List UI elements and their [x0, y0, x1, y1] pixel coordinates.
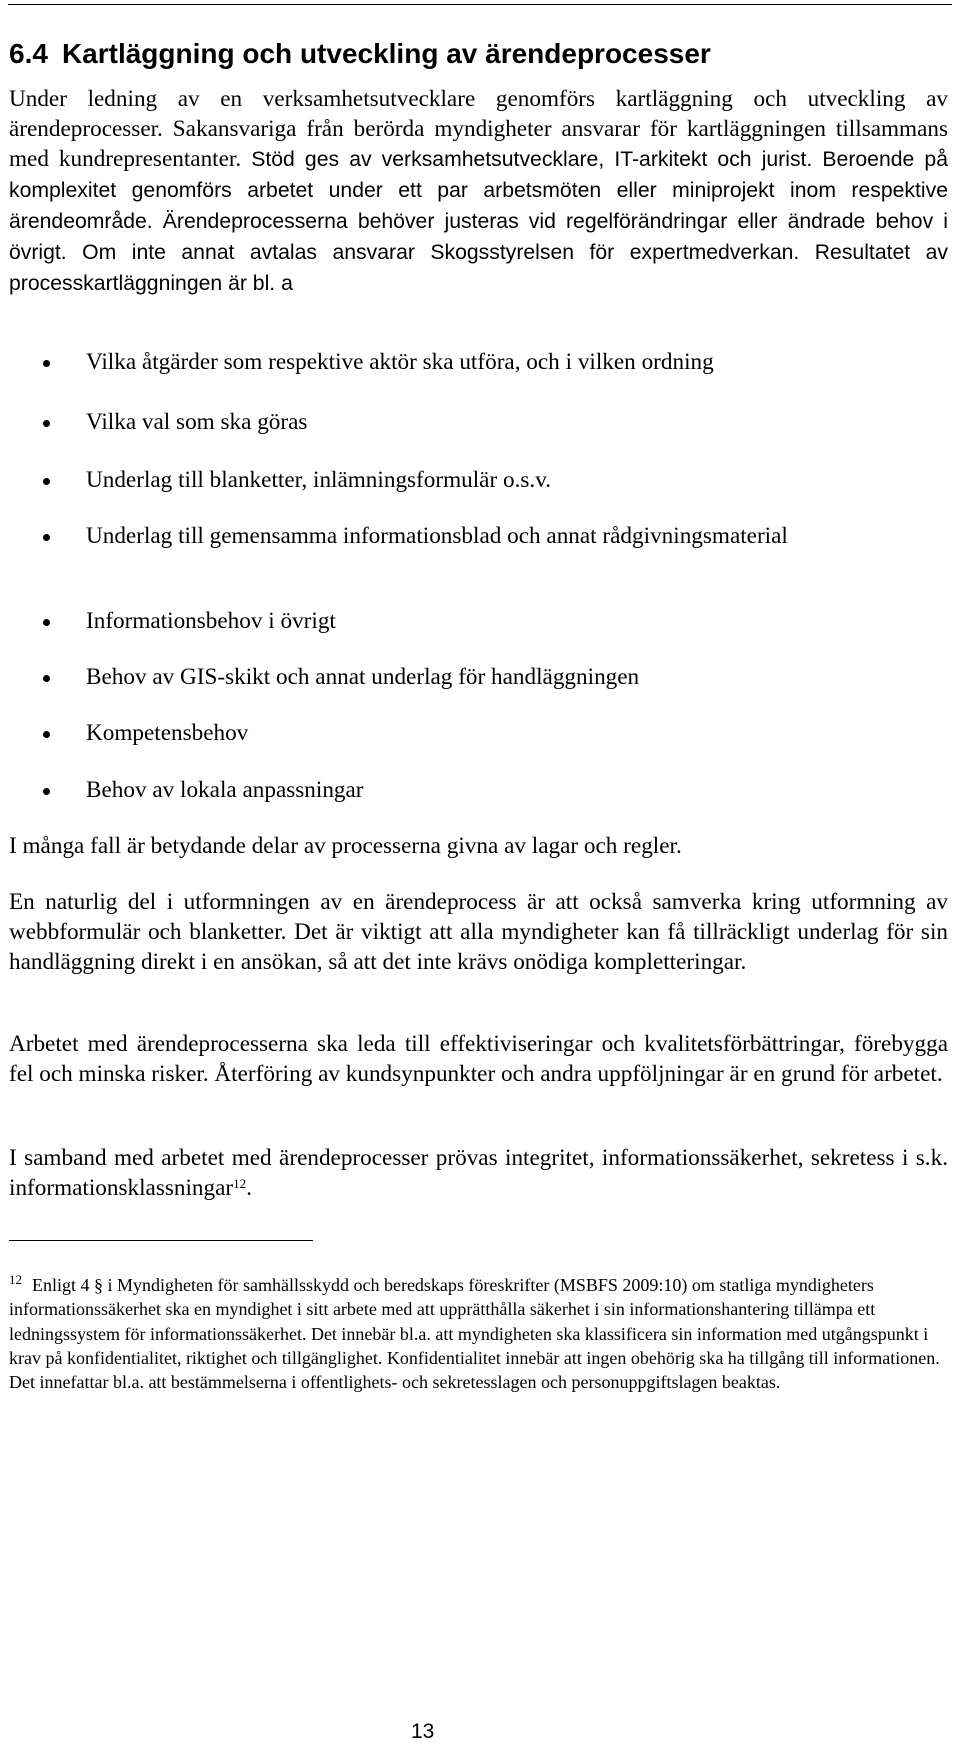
body-paragraph [9, 1143, 948, 1203]
intro-text-sans: Stöd ges av verksamhetsutvecklare, IT-arkitekt och jurist. Beroende på komplexitet genomförs arbetet under ett par arbetsmöten eller miniprojekt inom respektive ärendeområde. Ärendeprocesserna behöver justeras vid regelförändringar eller ändrade behov i övrigt. Om inte annat avtalas ansvarar Skogsstyrelsen för expertmedverkan. Resultatet av processkartläggningen är bl. a [9, 148, 948, 295]
paragraph-end: . [246, 1175, 252, 1201]
section-title: Kartläggning och utveckling av ärendeprocesser [61, 38, 711, 69]
footnote-text: Enligt 4 § i Myndigheten för samhällsskydd och beredskaps föreskrifter (MSBFS 2009:10) om statliga myndigheters informationssäkerhet ska en myndighet i sitt arbete med att upprätthålla säkerhet i sin informationshantering tillämpa ett ledningssystem för informationssäkerhet. Det innebär bl.a. att myndigheten ska klassificera sin information med utgångspunkt i krav på konfidentialitet, riktighet och tillgänglighet. Konfidentialitet innebär att ingen obehörig ska ha tillgång till informationen. Det innefattar bl.a. att bestämmelserna i offentlighets- och sekretesslagen och personuppgiftslagen beaktas. [9, 1275, 940, 1393]
bullet-icon [43, 360, 50, 367]
body-paragraph: En naturlig del i utformningen av en ärendeprocess är att också samverka kring utformning av webbformulär och blanketter. Det är viktigt att alla myndigheter kan få tillräckligt underlag för sin handläggning direkt i en ansökan, så att det inte krävs onödiga kompletteringar. [9, 889, 948, 975]
intro-text-serif: Under ledning av en verksamhetsutvecklare genomförs kartläggning och utveckling av ärendeprocesser. Sakansvariga från berörda myndigheter ansvarar för kartläggningen tillsammans med kundrepresentanter. [9, 86, 948, 172]
list-item-text: Behov av GIS-skikt och annat underlag för handläggningen [86, 664, 640, 690]
list-item-text: Informationsbehov i övrigt [86, 608, 336, 634]
paragraph-text: I samband med arbetet med ärendeprocesser prövas integritet, informationssäkerhet, sekretess i s.k. informationsklassningar [9, 1145, 948, 1201]
page-number: 13 [411, 1720, 435, 1743]
body-paragraph: I många fall är betydande delar av processerna givna av lagar och regler. [9, 833, 682, 859]
bullet-icon [43, 619, 50, 626]
bullet-icon [43, 675, 50, 682]
header-rule [8, 4, 952, 5]
list-item-text: Underlag till gemensamma informationsblad och annat rådgivningsmaterial [86, 523, 788, 549]
list-item-text: Behov av lokala anpassningar [86, 777, 364, 803]
footnote-mark: 12 [9, 1271, 22, 1287]
body-paragraph: Arbetet med ärendeprocesserna ska leda till effektiviseringar och kvalitetsförbättringar, förebygga fel och minska risker. Återföring av kundsynpunkter och andra uppföljningar är en grund för arbetet. [9, 1031, 948, 1087]
intro-paragraph [9, 84, 948, 299]
list-item-text: Underlag till blanketter, inlämningsformulär o.s.v. [86, 467, 552, 493]
footnote-separator [9, 1240, 313, 1241]
list-item-text: Kompetensbehov [86, 720, 249, 746]
bullet-icon [43, 788, 50, 795]
bullet-icon [43, 478, 50, 485]
section-number: 6.4 [9, 38, 48, 69]
list-item-text: Vilka åtgärder som respektive aktör ska utföra, och i vilken ordning [86, 349, 714, 375]
bullet-icon [43, 534, 50, 541]
bullet-icon [43, 420, 50, 427]
list-item-text: Vilka val som ska göras [86, 409, 308, 435]
footnote [9, 1273, 946, 1394]
section-heading [9, 38, 711, 70]
footnote-reference[interactable]: 12 [233, 1175, 247, 1191]
bullet-icon [43, 731, 50, 738]
